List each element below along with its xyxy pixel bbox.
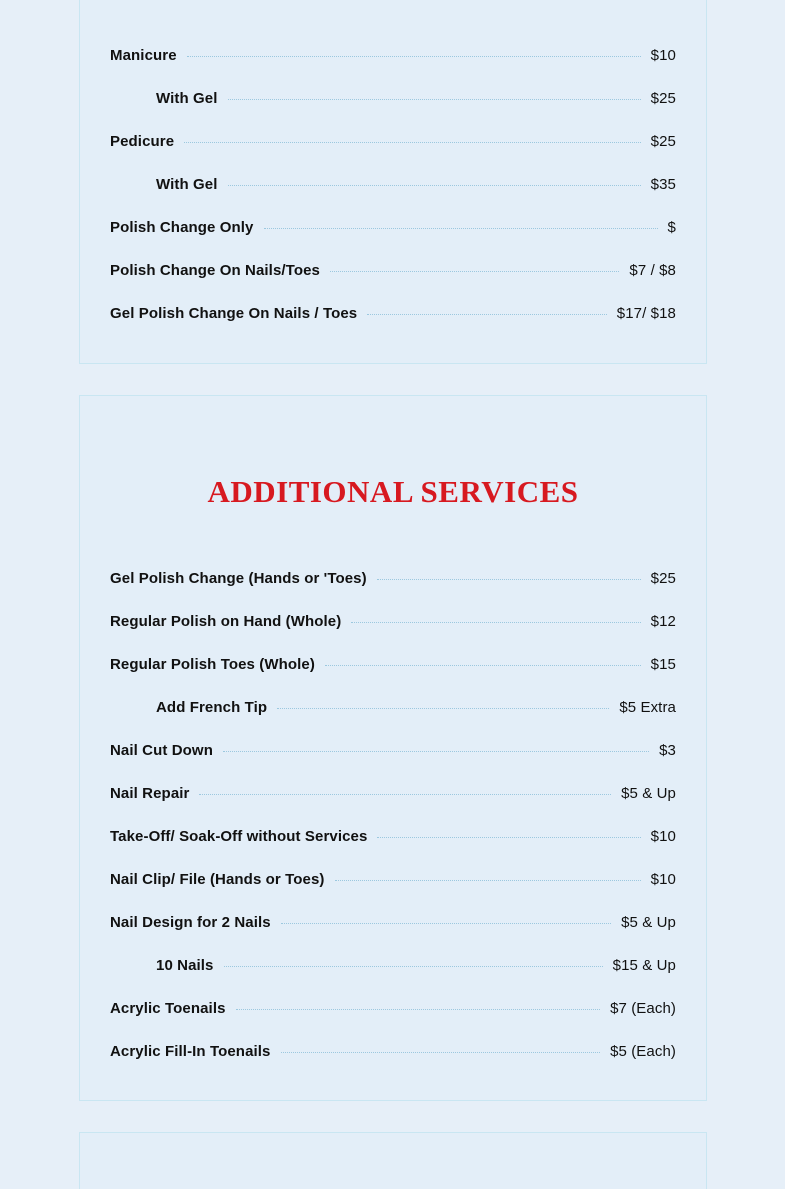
service-price: $12: [650, 613, 676, 630]
service-row: [110, 987, 676, 1030]
leader-dots: [335, 880, 641, 881]
leader-dots: [377, 837, 640, 838]
service-row: [110, 772, 676, 815]
service-price: $7 (Each): [610, 1000, 676, 1017]
service-name: Acrylic Fill-In Toenails: [110, 1043, 271, 1060]
service-row: [110, 1030, 676, 1073]
leader-dots: [264, 228, 658, 229]
service-name: Gel Polish Change On Nails / Toes: [110, 305, 358, 322]
leader-dots: [224, 966, 603, 967]
service-name: Nail Cut Down: [110, 742, 213, 759]
service-row: [110, 815, 676, 858]
leader-dots: [187, 56, 641, 57]
next-section-card: [79, 1132, 707, 1189]
service-row: [110, 206, 676, 249]
service-price: $5 (Each): [610, 1043, 676, 1060]
service-name: Polish Change On Nails/Toes: [110, 262, 320, 279]
basic-services-list: [110, 34, 676, 335]
service-name: Nail Clip/ File (Hands or Toes): [110, 871, 325, 888]
service-name: Nail Design for 2 Nails: [110, 914, 271, 931]
service-name: With Gel: [156, 90, 218, 107]
service-row: [110, 120, 676, 163]
service-name: Acrylic Toenails: [110, 1000, 226, 1017]
leader-dots: [228, 185, 641, 186]
leader-dots: [325, 665, 641, 666]
leader-dots: [236, 1009, 601, 1010]
service-name: 10 Nails: [156, 957, 214, 974]
service-row: [110, 686, 676, 729]
service-price: $5 & Up: [621, 914, 676, 931]
leader-dots: [367, 314, 607, 315]
service-row: [110, 643, 676, 686]
service-row: [110, 34, 676, 77]
leader-dots: [223, 751, 649, 752]
basic-services-card: [79, 0, 707, 364]
service-name: Manicure: [110, 47, 177, 64]
service-name: Gel Polish Change (Hands or 'Toes): [110, 570, 367, 587]
additional-services-list: [110, 557, 676, 1073]
leader-dots: [330, 271, 619, 272]
service-price: $35: [650, 176, 676, 193]
service-price: $25: [650, 133, 676, 150]
service-row: [110, 557, 676, 600]
service-name: Regular Polish Toes (Whole): [110, 656, 315, 673]
service-name: Add French Tip: [156, 699, 268, 716]
service-row: [110, 163, 676, 206]
service-name: Pedicure: [110, 133, 175, 150]
service-price: $10: [650, 47, 676, 64]
leader-dots: [351, 622, 640, 623]
leader-dots: [281, 923, 611, 924]
service-row: [110, 77, 676, 120]
service-price: $10: [650, 871, 676, 888]
service-name: Regular Polish on Hand (Whole): [110, 613, 342, 630]
service-price: $5 Extra: [619, 699, 676, 716]
leader-dots: [199, 794, 611, 795]
leader-dots: [277, 708, 609, 709]
service-price: $25: [650, 570, 676, 587]
service-price: $3: [659, 742, 676, 759]
service-price: $15: [650, 656, 676, 673]
service-name: Take-Off/ Soak-Off without Services: [110, 828, 368, 845]
service-price: $17/ $18: [616, 305, 676, 322]
service-row: [110, 858, 676, 901]
service-row: [110, 729, 676, 772]
leader-dots: [228, 99, 641, 100]
leader-dots: [377, 579, 641, 580]
leader-dots: [281, 1052, 601, 1053]
service-price: $15 & Up: [612, 957, 676, 974]
service-name: Polish Change Only: [110, 219, 254, 236]
service-price: $7 / $8: [629, 262, 676, 279]
service-price: $25: [650, 90, 676, 107]
additional-services-card: [79, 395, 707, 1101]
service-price: $10: [650, 828, 676, 845]
service-row: [110, 944, 676, 987]
service-row: [110, 901, 676, 944]
service-name: Nail Repair: [110, 785, 190, 802]
service-price: $5 & Up: [621, 785, 676, 802]
section-title: ADDITIONAL SERVICES: [207, 474, 579, 509]
service-row: [110, 249, 676, 292]
leader-dots: [184, 142, 641, 143]
service-row: [110, 292, 676, 335]
service-row: [110, 600, 676, 643]
service-price: $: [667, 219, 676, 236]
service-name: With Gel: [156, 176, 218, 193]
